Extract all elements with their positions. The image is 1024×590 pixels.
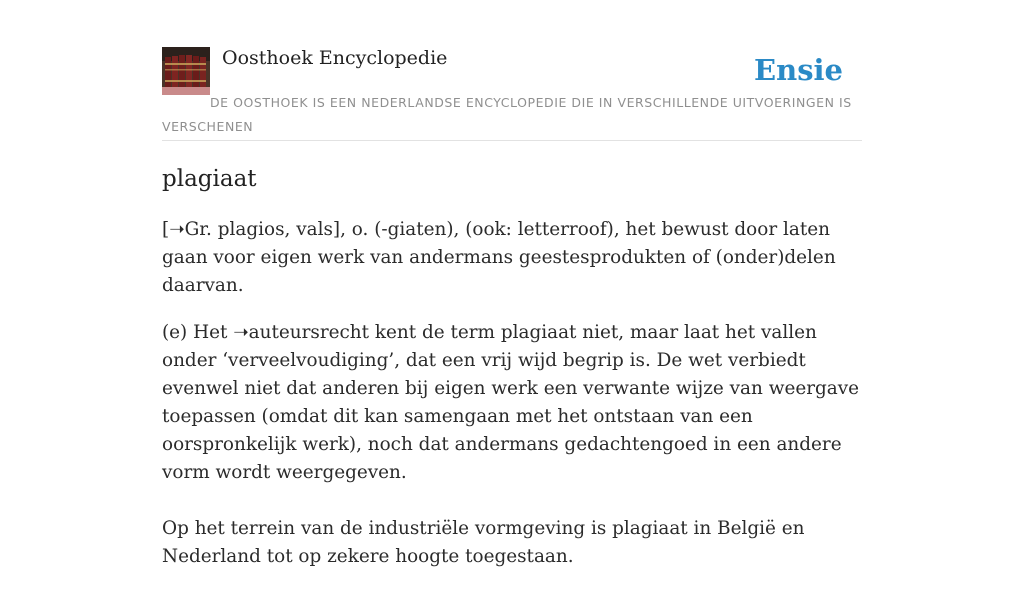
site-header xyxy=(162,46,862,141)
reference-link-greek[interactable]: ➝Gr. xyxy=(169,219,212,240)
article-title: plagiaat xyxy=(162,166,257,192)
paragraph-text: (e) Het xyxy=(162,322,234,343)
site-tagline: DE OOSTHOEK IS EEN NEDERLANDSE ENCYCLOPEDIE DIE IN VERSCHILLENDE UITVOERINGEN IS VERSCHENEN xyxy=(162,95,852,134)
ensie-logo-link[interactable]: Ensie xyxy=(754,53,843,87)
paragraph-text: kent de term plagiaat niet, maar laat het vallen onder ‘verveelvoudiging’, dat een vrij wijd begrip is. De wet verbiedt evenwel niet dat anderen bij eigen werk een verwante wijze van weergave toepassen (omdat dit kan samengaan met het ontstaan van een oorspronkelijk werk), noch dat andermans gedachtengoed in een andere vorm wordt weergegeven. xyxy=(162,322,860,483)
article-body xyxy=(162,216,862,590)
paragraph-definition xyxy=(162,216,862,300)
paragraph-industrial-design: Op het terrein van de industriële vormgeving is plagiaat in België en Nederland tot op zekere hoogte toegestaan. xyxy=(162,518,805,567)
paragraph-text: plagios, vals], o. (-giaten), (ook: letterroof), het bewust door laten gaan voor eigen werk van andermans geestesprodukten of (onder)delen daarvan. xyxy=(162,219,836,296)
books-icon xyxy=(162,47,210,95)
paragraph-text: [ xyxy=(162,219,170,240)
encyclopedia-books-avatar[interactable] xyxy=(162,47,210,95)
site-name-link[interactable]: Oosthoek Encyclopedie xyxy=(222,47,448,69)
reference-link-auteursrecht[interactable]: ➝auteursrecht xyxy=(233,322,370,343)
paragraph-copyright xyxy=(162,319,862,487)
